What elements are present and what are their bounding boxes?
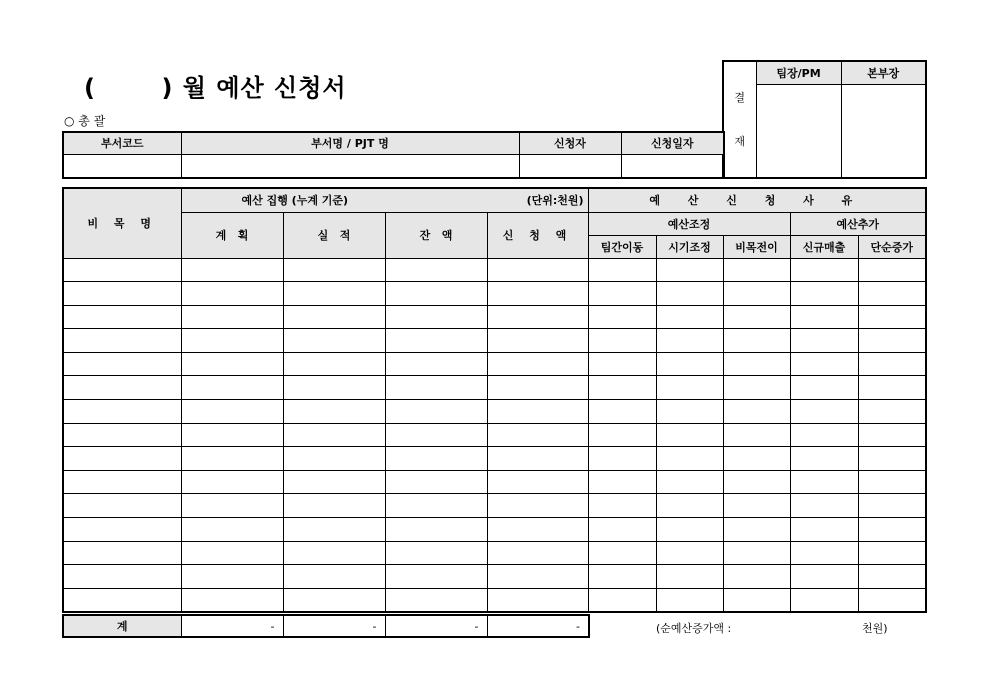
item-transfer-cell[interactable] <box>723 305 790 329</box>
actual-cell[interactable] <box>283 447 385 471</box>
item-name-header <box>63 188 181 258</box>
plan-cell[interactable] <box>181 400 283 424</box>
team-move-cell[interactable] <box>588 376 656 400</box>
total-request: - <box>487 615 589 637</box>
team-move-cell[interactable] <box>588 541 656 565</box>
timing-adjust-cell[interactable] <box>656 541 723 565</box>
timing-adjust-cell[interactable] <box>656 518 723 542</box>
item-transfer-cell[interactable] <box>723 588 790 612</box>
timing-adjust-cell[interactable] <box>656 258 723 282</box>
plan-cell[interactable] <box>181 352 283 376</box>
total-actual: - <box>283 615 385 637</box>
item-transfer-cell[interactable] <box>723 494 790 518</box>
new-sales-cell[interactable] <box>790 494 858 518</box>
table-row <box>63 518 926 542</box>
item-cell[interactable] <box>63 352 181 376</box>
new-sales-cell[interactable] <box>790 470 858 494</box>
timing-adjust-cell[interactable] <box>656 352 723 376</box>
item-cell[interactable] <box>63 518 181 542</box>
plan-cell[interactable] <box>181 258 283 282</box>
new-sales-cell[interactable] <box>790 518 858 542</box>
table-row <box>63 329 926 353</box>
total-balance: - <box>385 615 487 637</box>
plan-header: 계 획 <box>181 212 283 258</box>
simple-increase-cell[interactable] <box>858 518 926 542</box>
plan-cell[interactable] <box>181 329 283 353</box>
actual-cell[interactable] <box>283 470 385 494</box>
new-sales-cell[interactable] <box>790 565 858 589</box>
item-transfer-cell[interactable] <box>723 282 790 306</box>
approval-sign-team[interactable] <box>756 84 841 178</box>
table-row <box>63 565 926 589</box>
plan-cell[interactable] <box>181 447 283 471</box>
balance-cell[interactable] <box>385 329 487 353</box>
dept-info-table <box>62 131 725 179</box>
simple-increase-cell[interactable] <box>858 541 926 565</box>
dept-name-field[interactable] <box>181 154 519 178</box>
plan-cell[interactable] <box>181 305 283 329</box>
request-cell[interactable] <box>487 282 588 306</box>
timing-adjust-cell[interactable] <box>656 329 723 353</box>
simple-increase-cell[interactable] <box>858 470 926 494</box>
simple-increase-cell[interactable] <box>858 352 926 376</box>
simple-increase-header: 단순증가 <box>858 235 926 258</box>
simple-increase-cell[interactable] <box>858 565 926 589</box>
team-move-cell[interactable] <box>588 494 656 518</box>
request-cell[interactable] <box>487 518 588 542</box>
table-row <box>63 447 926 471</box>
team-move-cell[interactable] <box>588 305 656 329</box>
new-sales-cell[interactable] <box>790 329 858 353</box>
plan-cell[interactable] <box>181 565 283 589</box>
item-cell[interactable] <box>63 258 181 282</box>
total-row <box>62 614 590 638</box>
request-cell[interactable] <box>487 305 588 329</box>
item-cell[interactable] <box>63 588 181 612</box>
balance-header: 잔 액 <box>385 212 487 258</box>
item-transfer-cell[interactable] <box>723 518 790 542</box>
item-transfer-cell[interactable] <box>723 258 790 282</box>
item-cell[interactable] <box>63 423 181 447</box>
request-cell[interactable] <box>487 423 588 447</box>
simple-increase-cell[interactable] <box>858 329 926 353</box>
request-cell[interactable] <box>487 447 588 471</box>
balance-cell[interactable] <box>385 376 487 400</box>
simple-increase-cell[interactable] <box>858 588 926 612</box>
request-cell[interactable] <box>487 352 588 376</box>
request-cell[interactable] <box>487 258 588 282</box>
approval-side-label <box>723 61 756 178</box>
balance-cell[interactable] <box>385 588 487 612</box>
simple-increase-cell[interactable] <box>858 376 926 400</box>
item-cell[interactable] <box>63 305 181 329</box>
balance-cell[interactable] <box>385 518 487 542</box>
simple-increase-cell[interactable] <box>858 305 926 329</box>
dept-code-field[interactable] <box>63 154 181 178</box>
timing-adjust-cell[interactable] <box>656 305 723 329</box>
table-row <box>63 258 926 282</box>
team-move-header: 팀간이동 <box>588 235 656 258</box>
team-move-cell[interactable] <box>588 352 656 376</box>
apply-date-header: 신청일자 <box>621 132 724 154</box>
balance-cell[interactable] <box>385 541 487 565</box>
budget-exec-header <box>181 188 588 212</box>
simple-increase-cell[interactable] <box>858 258 926 282</box>
timing-adjust-cell[interactable] <box>656 447 723 471</box>
new-sales-cell[interactable] <box>790 541 858 565</box>
actual-cell[interactable] <box>283 518 385 542</box>
balance-cell[interactable] <box>385 494 487 518</box>
balance-cell[interactable] <box>385 352 487 376</box>
actual-cell[interactable] <box>283 329 385 353</box>
adjust-header: 예산조정 <box>588 212 790 235</box>
item-transfer-cell[interactable] <box>723 541 790 565</box>
new-sales-cell[interactable] <box>790 258 858 282</box>
request-cell[interactable] <box>487 376 588 400</box>
approval-sign-division[interactable] <box>841 84 926 178</box>
actual-cell[interactable] <box>283 258 385 282</box>
team-move-cell[interactable] <box>588 565 656 589</box>
team-move-cell[interactable] <box>588 400 656 424</box>
actual-cell[interactable] <box>283 423 385 447</box>
item-cell[interactable] <box>63 565 181 589</box>
reason-header-text: 예 산 신 청 사 유 <box>649 194 865 208</box>
item-transfer-cell[interactable] <box>723 447 790 471</box>
apply-date-field[interactable] <box>621 154 724 178</box>
table-row <box>63 588 926 612</box>
simple-increase-cell[interactable] <box>858 400 926 424</box>
team-move-cell[interactable] <box>588 447 656 471</box>
balance-cell[interactable] <box>385 258 487 282</box>
net-increase-label: (순예산증가액 : <box>656 622 732 635</box>
table-row <box>63 470 926 494</box>
actual-cell[interactable] <box>283 282 385 306</box>
item-name-header-text: 비 목 명 <box>87 217 158 231</box>
simple-increase-cell[interactable] <box>858 423 926 447</box>
approval-label-bottom: 재 <box>734 134 746 148</box>
total-plan: - <box>181 615 283 637</box>
table-row <box>63 400 926 424</box>
team-move-cell[interactable] <box>588 258 656 282</box>
timing-adjust-cell[interactable] <box>656 282 723 306</box>
request-cell[interactable] <box>487 400 588 424</box>
table-row <box>63 282 926 306</box>
item-cell[interactable] <box>63 376 181 400</box>
net-increase-unit: 천원) <box>862 622 888 635</box>
total-label: 계 <box>63 615 181 637</box>
approval-label-top: 결 <box>734 90 746 104</box>
timing-adjust-cell[interactable] <box>656 494 723 518</box>
request-cell[interactable] <box>487 588 588 612</box>
applicant-field[interactable] <box>519 154 621 178</box>
request-cell[interactable] <box>487 541 588 565</box>
item-cell[interactable] <box>63 494 181 518</box>
timing-adjust-header: 시기조정 <box>656 235 723 258</box>
table-row <box>63 352 926 376</box>
new-sales-header: 신규매출 <box>790 235 858 258</box>
item-transfer-header: 비목전이 <box>723 235 790 258</box>
item-cell[interactable] <box>63 447 181 471</box>
timing-adjust-cell[interactable] <box>656 565 723 589</box>
applicant-header: 신청자 <box>519 132 621 154</box>
item-cell[interactable] <box>63 400 181 424</box>
plan-cell[interactable] <box>181 282 283 306</box>
item-cell[interactable] <box>63 329 181 353</box>
page-title: ( ) 월 예산 신청서 <box>84 74 347 102</box>
reason-header <box>588 188 926 212</box>
balance-cell[interactable] <box>385 565 487 589</box>
actual-cell[interactable] <box>283 305 385 329</box>
item-transfer-cell[interactable] <box>723 423 790 447</box>
request-cell[interactable] <box>487 329 588 353</box>
balance-cell[interactable] <box>385 447 487 471</box>
item-cell[interactable] <box>63 470 181 494</box>
unit-label: (단위:천원) <box>526 194 584 208</box>
balance-cell[interactable] <box>385 423 487 447</box>
timing-adjust-cell[interactable] <box>656 400 723 424</box>
request-header-text: 신 청 액 <box>502 229 573 242</box>
plan-cell[interactable] <box>181 541 283 565</box>
actual-cell[interactable] <box>283 588 385 612</box>
item-cell[interactable] <box>63 282 181 306</box>
new-sales-cell[interactable] <box>790 423 858 447</box>
timing-adjust-cell[interactable] <box>656 470 723 494</box>
actual-cell[interactable] <box>283 400 385 424</box>
item-transfer-cell[interactable] <box>723 329 790 353</box>
plan-cell[interactable] <box>181 518 283 542</box>
item-transfer-cell[interactable] <box>723 565 790 589</box>
actual-cell[interactable] <box>283 376 385 400</box>
plan-cell[interactable] <box>181 588 283 612</box>
table-row <box>63 376 926 400</box>
request-header <box>487 212 588 258</box>
team-move-cell[interactable] <box>588 470 656 494</box>
actual-cell[interactable] <box>283 565 385 589</box>
simple-increase-cell[interactable] <box>858 447 926 471</box>
balance-cell[interactable] <box>385 470 487 494</box>
team-move-cell[interactable] <box>588 423 656 447</box>
actual-cell[interactable] <box>283 352 385 376</box>
actual-header: 실 적 <box>283 212 385 258</box>
item-transfer-cell[interactable] <box>723 400 790 424</box>
timing-adjust-cell[interactable] <box>656 376 723 400</box>
actual-cell[interactable] <box>283 541 385 565</box>
simple-increase-cell[interactable] <box>858 282 926 306</box>
timing-adjust-cell[interactable] <box>656 588 723 612</box>
new-sales-cell[interactable] <box>790 376 858 400</box>
dept-code-header: 부서코드 <box>63 132 181 154</box>
approval-header-team: 팀장/PM <box>756 61 841 84</box>
new-sales-cell[interactable] <box>790 282 858 306</box>
table-row <box>63 494 926 518</box>
dept-name-header: 부서명 / PJT 명 <box>181 132 519 154</box>
simple-increase-cell[interactable] <box>858 494 926 518</box>
item-cell[interactable] <box>63 541 181 565</box>
plan-cell[interactable] <box>181 494 283 518</box>
approval-box <box>722 60 927 179</box>
approval-header-division: 본부장 <box>841 61 926 84</box>
new-sales-cell[interactable] <box>790 305 858 329</box>
balance-cell[interactable] <box>385 282 487 306</box>
item-transfer-cell[interactable] <box>723 470 790 494</box>
team-move-cell[interactable] <box>588 518 656 542</box>
add-header: 예산추가 <box>790 212 926 235</box>
balance-cell[interactable] <box>385 400 487 424</box>
team-move-cell[interactable] <box>588 329 656 353</box>
table-row <box>63 423 926 447</box>
new-sales-cell[interactable] <box>790 447 858 471</box>
plan-cell[interactable] <box>181 376 283 400</box>
timing-adjust-cell[interactable] <box>656 423 723 447</box>
item-transfer-cell[interactable] <box>723 352 790 376</box>
team-move-cell[interactable] <box>588 588 656 612</box>
plan-cell[interactable] <box>181 470 283 494</box>
budget-table <box>62 187 927 613</box>
section-label: ○ 총 괄 <box>64 114 106 128</box>
team-move-cell[interactable] <box>588 282 656 306</box>
new-sales-cell[interactable] <box>790 400 858 424</box>
plan-cell[interactable] <box>181 423 283 447</box>
request-cell[interactable] <box>487 565 588 589</box>
table-row <box>63 305 926 329</box>
request-cell[interactable] <box>487 494 588 518</box>
new-sales-cell[interactable] <box>790 352 858 376</box>
budget-exec-title: 예산 집행 (누계 기준) <box>241 194 349 208</box>
balance-cell[interactable] <box>385 305 487 329</box>
actual-cell[interactable] <box>283 494 385 518</box>
table-row <box>63 541 926 565</box>
request-cell[interactable] <box>487 470 588 494</box>
new-sales-cell[interactable] <box>790 588 858 612</box>
item-transfer-cell[interactable] <box>723 376 790 400</box>
